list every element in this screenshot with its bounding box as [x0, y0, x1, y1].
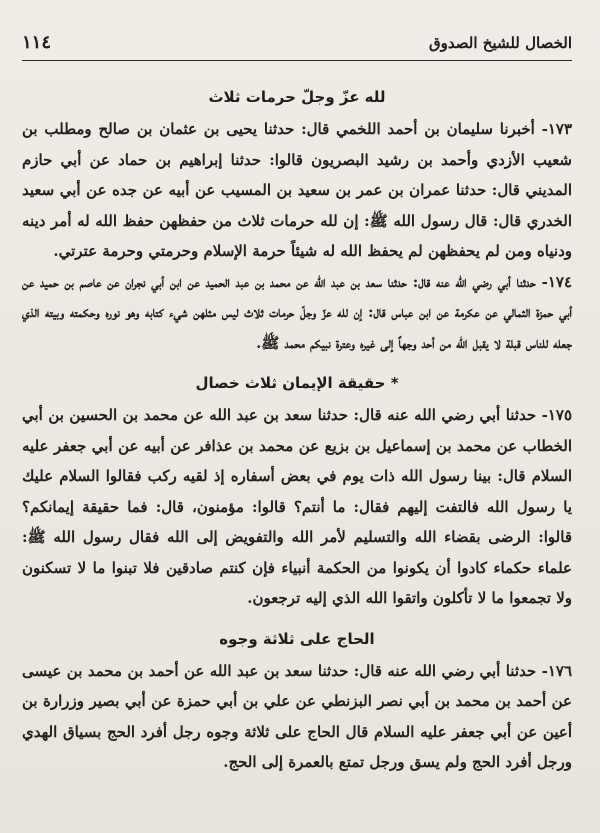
section-title-three-sanctities: لله عزّ وجلّ حرمات ثلاث	[208, 88, 386, 106]
page-number: ١١٤	[22, 32, 52, 53]
book-title: الخصال للشيخ الصدوق	[429, 34, 572, 52]
page-content	[22, 84, 572, 823]
page-header	[22, 30, 572, 61]
hadith-173: ١٧٣- أخبرنا سليمان بن أحمد اللخمي قال: حدثنا يحيى بن عثمان بن صالح ومطلب بن شعيب الأزدي وأحمد بن رشيد البصريون قالوا: حدثنا إبراهيم بن حماد عن أبي حازم المديني قال: حدثنا عمران بن عمر بن سعيد بن المسيب عن أبيه عن جده عن أبي سعيد الخدري قال: قال رسول الله ﷺ: إن لله حرمات ثلاث من حفظهن حفظ الله له أمر دينه ودنياه ومن لم يحفظهن لم يحفظ الله له شيئاً حرمة الإسلام وحرمتي وحرمة عترتي.	[22, 120, 572, 260]
section-title-reality-of-faith: * حقيقة الإيمان ثلاث خصال	[195, 374, 399, 392]
hadith-176: ١٧٦- حدثنا أبي رضي الله عنه قال: حدثنا سعد بن عبد الله عن أحمد بن محمد بن عيسى عن أحمد بن محمد بن أبي نصر البزنطي عن علي بن أبي حمزة عن أبي بصير وزرارة بن أعين عن أبي جعفر عليه السلام قال الحاج على ثلاثة وجوه رجل أفرد الحج بسياق الهدي ورجل أفرد الحج ولم يسق ورجل تمتع بالعمرة إلى الحج.	[22, 661, 572, 771]
hadith-174: ١٧٤- حدثنا أبي رضي الله عنه قال: حدثنا سعد بن عبد الله عن محمد بن عبد الحميد عن ابن أبي نجران عن عاصم بن حميد عن أبي حمزة الثمالي عن عكرمة عن ابن عباس قال: إن لله عزّ وجلّ حرمات ثلاث ليس مثلهن شيء كتابه وهو نوره وحكمته وبيته الذي جعله للناس قبلة لا يقبل الله من أحد وجهاً إلى غيره وعترة نبيكم محمد ﷺ.	[22, 272, 572, 352]
section-title-three-types-of-pilgrim: الحاج على ثلاثة وجوه	[219, 629, 375, 648]
hadith-175: ١٧٥- حدثنا أبي رضي الله عنه قال: حدثنا سعد بن عبد الله عن محمد بن الحسين بن أبي الخطاب عن محمد بن إسماعيل بن بزيع عن محمد بن عذافر عن أبيه عن أبي جعفر عليه السلام قال: بينا رسول الله ذات يوم في بعض أسفاره إذ لقيه ركب فقالوا السلام عليك يا رسول الله فالتفت إليهم فقال: ما أنتم؟ قالوا: مؤمنون، قال: فما حقيقة إيمانكم؟ قالوا: الرضى بقضاء الله والتسليم لأمر الله والتفويض إلى الله فقال رسول الله ﷺ: علماء حكماء كادوا أن يكونوا من الحكمة أنبياء فإن كنتم صادقين فلا تبنوا ما لا تسكنون ولا تجمعوا ما لا تأكلون واتقوا الله الذي إليه ترجعون.	[22, 406, 572, 607]
